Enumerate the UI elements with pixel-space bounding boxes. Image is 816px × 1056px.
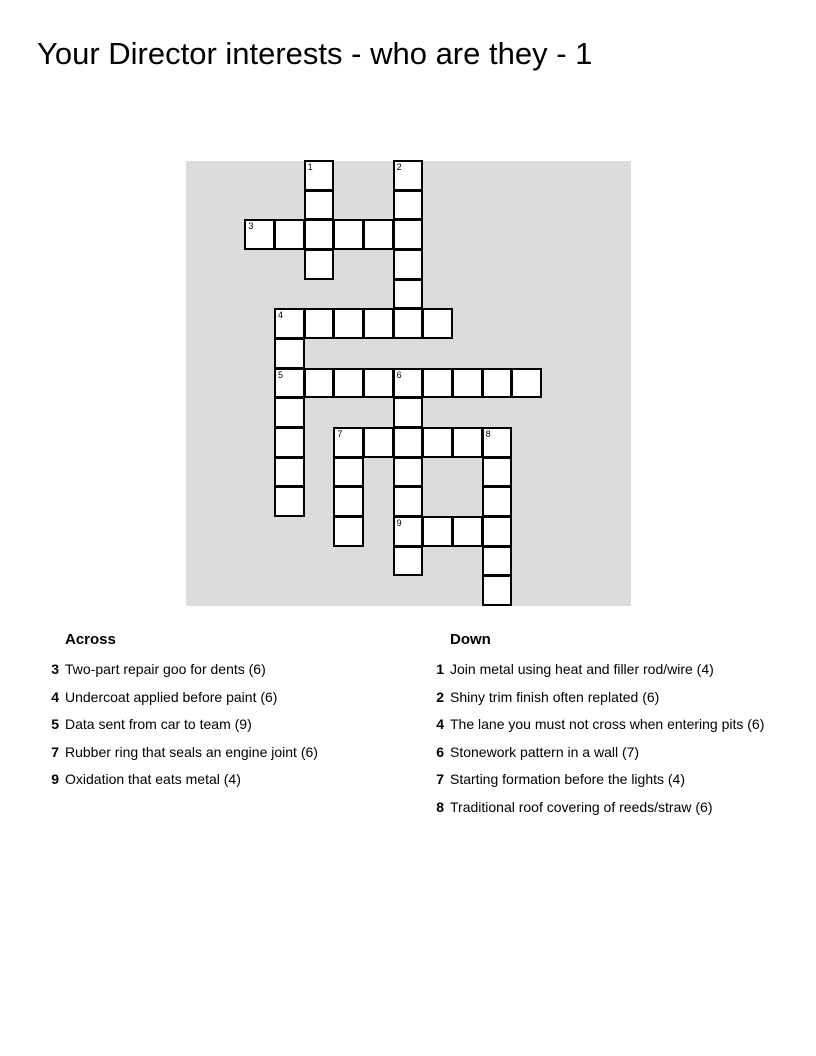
grid-cell[interactable] <box>363 427 394 458</box>
clue-number: 7 <box>51 743 59 760</box>
grid-cell[interactable] <box>304 368 335 399</box>
cell-number: 6 <box>396 369 402 380</box>
grid-cell[interactable] <box>363 308 394 339</box>
grid-cell[interactable] <box>393 427 424 458</box>
cell-number: 8 <box>485 429 491 439</box>
clue-text: Two-part repair goo for dents (6) <box>65 661 266 677</box>
grid-cell[interactable] <box>333 427 364 458</box>
down-clues <box>425 629 810 826</box>
grid-cell[interactable] <box>422 427 453 458</box>
across-clue-list <box>40 660 410 788</box>
grid-cell[interactable] <box>452 368 483 399</box>
cell-number: 3 <box>248 221 254 232</box>
grid-cell[interactable] <box>482 368 513 399</box>
grid-cell[interactable] <box>333 368 364 399</box>
cell-number: 1 <box>307 162 313 172</box>
grid-cell[interactable] <box>274 219 305 250</box>
grid-cell[interactable] <box>244 219 275 250</box>
grid-cell[interactable] <box>393 368 424 399</box>
down-clue-list <box>425 660 810 816</box>
grid-cell[interactable] <box>393 279 424 310</box>
grid-cell[interactable] <box>333 308 364 339</box>
clue-item <box>425 743 810 761</box>
grid-cell[interactable] <box>482 575 513 606</box>
clue-item <box>425 798 810 816</box>
grid-cell[interactable] <box>274 368 305 399</box>
grid-cell[interactable] <box>422 368 453 399</box>
clue-item <box>425 660 810 678</box>
grid-cell[interactable] <box>393 308 424 339</box>
grid-cell[interactable] <box>393 160 424 191</box>
grid-cell[interactable] <box>274 338 305 369</box>
cell-number: 7 <box>337 429 343 439</box>
grid-cell[interactable] <box>274 308 305 339</box>
clue-number: 3 <box>51 661 59 677</box>
clue-text: Join metal using heat and filler rod/wire (4) <box>450 661 714 677</box>
clue-item <box>40 715 410 733</box>
cell-number: 2 <box>396 162 402 172</box>
clue-text: Stonework pattern in a wall (7) <box>450 743 640 760</box>
clue-number: 6 <box>436 743 444 760</box>
clue-text: Data sent from car to team (9) <box>65 716 252 733</box>
grid-cell[interactable] <box>482 457 513 488</box>
grid-cell[interactable] <box>452 516 483 547</box>
clue-item <box>40 660 410 678</box>
grid-cell[interactable] <box>304 190 335 221</box>
clue-number: 4 <box>51 688 59 705</box>
clue-number: 8 <box>436 798 444 815</box>
clue-text: Traditional roof covering of reeds/straw (6) <box>450 798 713 815</box>
clue-item <box>40 688 410 706</box>
grid-cell[interactable] <box>333 219 364 250</box>
clue-number: 4 <box>436 716 444 733</box>
clue-item <box>425 688 810 706</box>
grid-cell[interactable] <box>304 219 335 250</box>
down-heading: Down <box>450 631 491 648</box>
grid-cell[interactable] <box>304 308 335 339</box>
grid-cell[interactable] <box>274 427 305 458</box>
clue-item <box>425 770 810 788</box>
grid-cell[interactable] <box>393 486 424 517</box>
clue-text: Undercoat applied before paint (6) <box>65 688 278 705</box>
grid-cell[interactable] <box>304 160 335 191</box>
grid-cell[interactable] <box>482 427 513 458</box>
grid-cell[interactable] <box>333 486 364 517</box>
grid-cell[interactable] <box>393 249 424 280</box>
grid-cell[interactable] <box>393 516 424 547</box>
clue-item <box>425 715 810 733</box>
clue-text: Oxidation that eats metal (4) <box>65 771 241 788</box>
grid-cell[interactable] <box>393 546 424 577</box>
grid-cell[interactable] <box>274 486 305 517</box>
across-clues <box>40 629 410 798</box>
grid-cell[interactable] <box>363 219 394 250</box>
grid-cell[interactable] <box>333 516 364 547</box>
clue-text: Starting formation before the lights (4) <box>450 771 686 788</box>
grid-cell[interactable] <box>482 516 513 547</box>
across-heading: Across <box>65 631 116 648</box>
grid-cell[interactable] <box>511 368 542 399</box>
grid-cell[interactable] <box>393 457 424 488</box>
clue-number: 9 <box>51 771 59 788</box>
grid-cell[interactable] <box>333 457 364 488</box>
grid-cell[interactable] <box>393 190 424 221</box>
clue-item <box>40 743 410 761</box>
grid-cell[interactable] <box>482 486 513 517</box>
grid-cell[interactable] <box>482 546 513 577</box>
cell-number: 4 <box>278 310 284 321</box>
clue-text: Shiny trim finish often replated (6) <box>450 688 660 705</box>
clue-text: The lane you must not cross when entering pits (6) <box>450 716 765 733</box>
grid-cell[interactable] <box>274 397 305 428</box>
clue-number: 2 <box>436 688 444 705</box>
cell-number: 9 <box>396 518 402 528</box>
cell-number: 5 <box>278 369 284 380</box>
grid-cell[interactable] <box>452 427 483 458</box>
grid-cell[interactable] <box>304 249 335 280</box>
grid-cell[interactable] <box>393 219 424 250</box>
page-title: Your Director interests - who are they - 1 <box>37 36 593 71</box>
clue-number: 5 <box>51 716 59 733</box>
grid-cell[interactable] <box>422 516 453 547</box>
clue-item <box>40 770 410 788</box>
clue-number: 7 <box>436 771 444 788</box>
grid-cell[interactable] <box>422 308 453 339</box>
grid-cell[interactable] <box>363 368 394 399</box>
clue-text: Rubber ring that seals an engine joint (6) <box>65 743 318 760</box>
grid-cell[interactable] <box>393 397 424 428</box>
clue-number: 1 <box>436 661 444 677</box>
grid-cell[interactable] <box>274 457 305 488</box>
crossword-grid <box>186 161 631 606</box>
